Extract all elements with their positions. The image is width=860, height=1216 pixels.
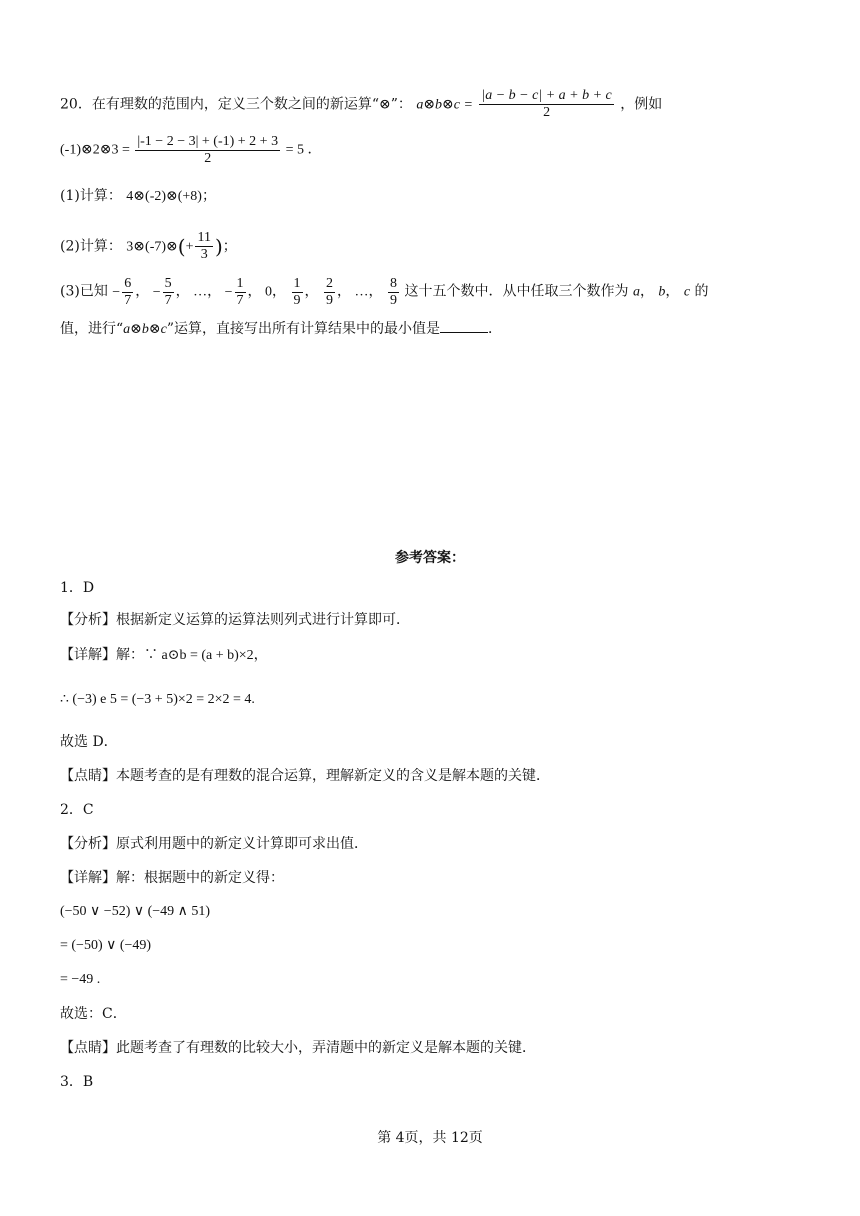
q20-part2-end: ； [222, 238, 237, 255]
a2-comment: 【点睛】此题考查了有理数的比较大小，弄清题中的新定义是解本题的关键． [60, 1040, 536, 1056]
q20-def-den: 2 [543, 105, 551, 120]
q20-line2 [60, 134, 321, 167]
q20-part3-label: (3)已知 [60, 283, 108, 300]
q20-part2-expr: 3⊗(-7)⊗ [126, 239, 178, 255]
q20-part3-numbers: − $\frac{6}{7}$ ， − $\frac{5}{7}$ ， …， − $\frac{1}{7}$ ， 0， $\frac{1}{9}$ ， $\frac{2}{9}$ ， …， $\frac{8}{9}$ [112, 285, 404, 300]
a2-analysis: 【分析】原式利用题中的新定义计算即可求出值． [60, 836, 368, 852]
num-item: $\frac{8}{9}$ [390, 276, 398, 308]
q20-part3-line2 [60, 318, 502, 340]
num-item: … [354, 284, 369, 300]
q20-example-den: 2 [204, 151, 212, 166]
var-c: c [683, 284, 691, 300]
a1-detail: 【详解】解：∵ a⊙b = (a + b)×2， [60, 648, 268, 663]
q20-part2-num: 11 [197, 230, 211, 245]
num-item: − $\frac{5}{7}$ [152, 276, 172, 308]
num-item: − $\frac{1}{7}$ [224, 276, 244, 308]
a1-head: 1．D [60, 580, 95, 596]
a1-choose: 故选 D． [60, 734, 118, 750]
q20-part3: (3)已知 − $\frac{6}{7}$ ， − $\frac{5}{7}$ ， …， − $\frac{1}{7}$ ， 0， $\frac{1}{9}$ ， $\frac{2}{9}$ ， …， $\frac{8}{9}$ 这十五个数中．从中任取三个数作为 a， b， c 的 [60, 276, 709, 308]
a1-analysis: 【分析】根据新定义运算的运算法则列式进行计算即可． [60, 612, 410, 628]
a2-head: 2．C [60, 802, 94, 818]
q20-intro: 20．在有理数的范围内，定义三个数之间的新运算“⊗”： [60, 96, 412, 113]
num-item: $\frac{2}{9}$ [326, 276, 334, 308]
a1-calc: ∴ (−3) e 5 = (−3 + 5)×2 = 2×2 = 4. [60, 692, 255, 707]
var-b: b [658, 284, 666, 300]
answers-title: 参考答案： [395, 550, 465, 566]
q20-part1-expr: 4⊗(-2)⊗(+8)； [126, 189, 216, 204]
q20-part2-fraction [195, 230, 212, 263]
q20-part3-line2-b: ”运算，直接写出所有计算结果中的最小值是 [166, 321, 441, 337]
q20-part2-sign: + [185, 239, 194, 255]
q20-def-lhs: a⊗b⊗c = [416, 97, 473, 113]
q20-line1 [60, 88, 662, 121]
num-item: $\frac{1}{9}$ [293, 276, 301, 308]
num-item: … [193, 284, 208, 300]
a2-choose: 故选：C． [60, 1006, 127, 1022]
num-item: − $\frac{6}{7}$ [112, 276, 132, 308]
page-footer: 第 4页，共 12页 [377, 1130, 483, 1146]
q20-part2-label: (2)计算： [60, 238, 122, 255]
num-item: 0 [265, 284, 273, 300]
q20-part3-end: 的 [694, 283, 709, 300]
a1-comment: 【点睛】本题考查的是有理数的混合运算，理解新定义的含义是解本题的关键． [60, 768, 550, 784]
var-a: a [632, 284, 640, 300]
q20-part3-line2-expr: a⊗b⊗c [123, 322, 167, 337]
q20-example-result: = 5 ． [285, 142, 322, 158]
q20-part2-den: 3 [200, 247, 208, 262]
a3-head: 3．B [60, 1074, 94, 1090]
q20-example-num: |-1 − 2 − 3| + (-1) + 2 + 3 [137, 134, 279, 149]
q20-part3-tail: 这十五个数中．从中任取三个数作为 [404, 283, 629, 300]
q20-part3-line2-a: 值，进行“ [60, 321, 124, 337]
q20-def-num: |a − b − c| + a + b + c [481, 88, 612, 103]
a2-detail: 【详解】解：根据题中的新定义得： [60, 870, 284, 886]
q20-part1-label: (1)计算： [60, 188, 122, 204]
a2-step2: = (−50) ∨ (−49) [60, 938, 152, 953]
q20-def-fraction [479, 88, 613, 121]
q20-example-fraction [135, 134, 280, 167]
q20-part1 [60, 186, 216, 207]
q20-part3-line2-end: ． [488, 321, 503, 337]
a2-step1: (−50 ∨ −52) ∨ (−49 ∧ 51) [60, 904, 211, 919]
q20-example-lhs: (-1)⊗2⊗3 = [60, 142, 130, 158]
q20-example-label: ，例如 [620, 96, 663, 113]
a2-step3: = −49 . [60, 972, 101, 987]
q20-part2: (2)计算： 3⊗(-7)⊗(+ $\frac{11}{3}$ )； [60, 230, 237, 262]
answer-blank [440, 318, 488, 333]
